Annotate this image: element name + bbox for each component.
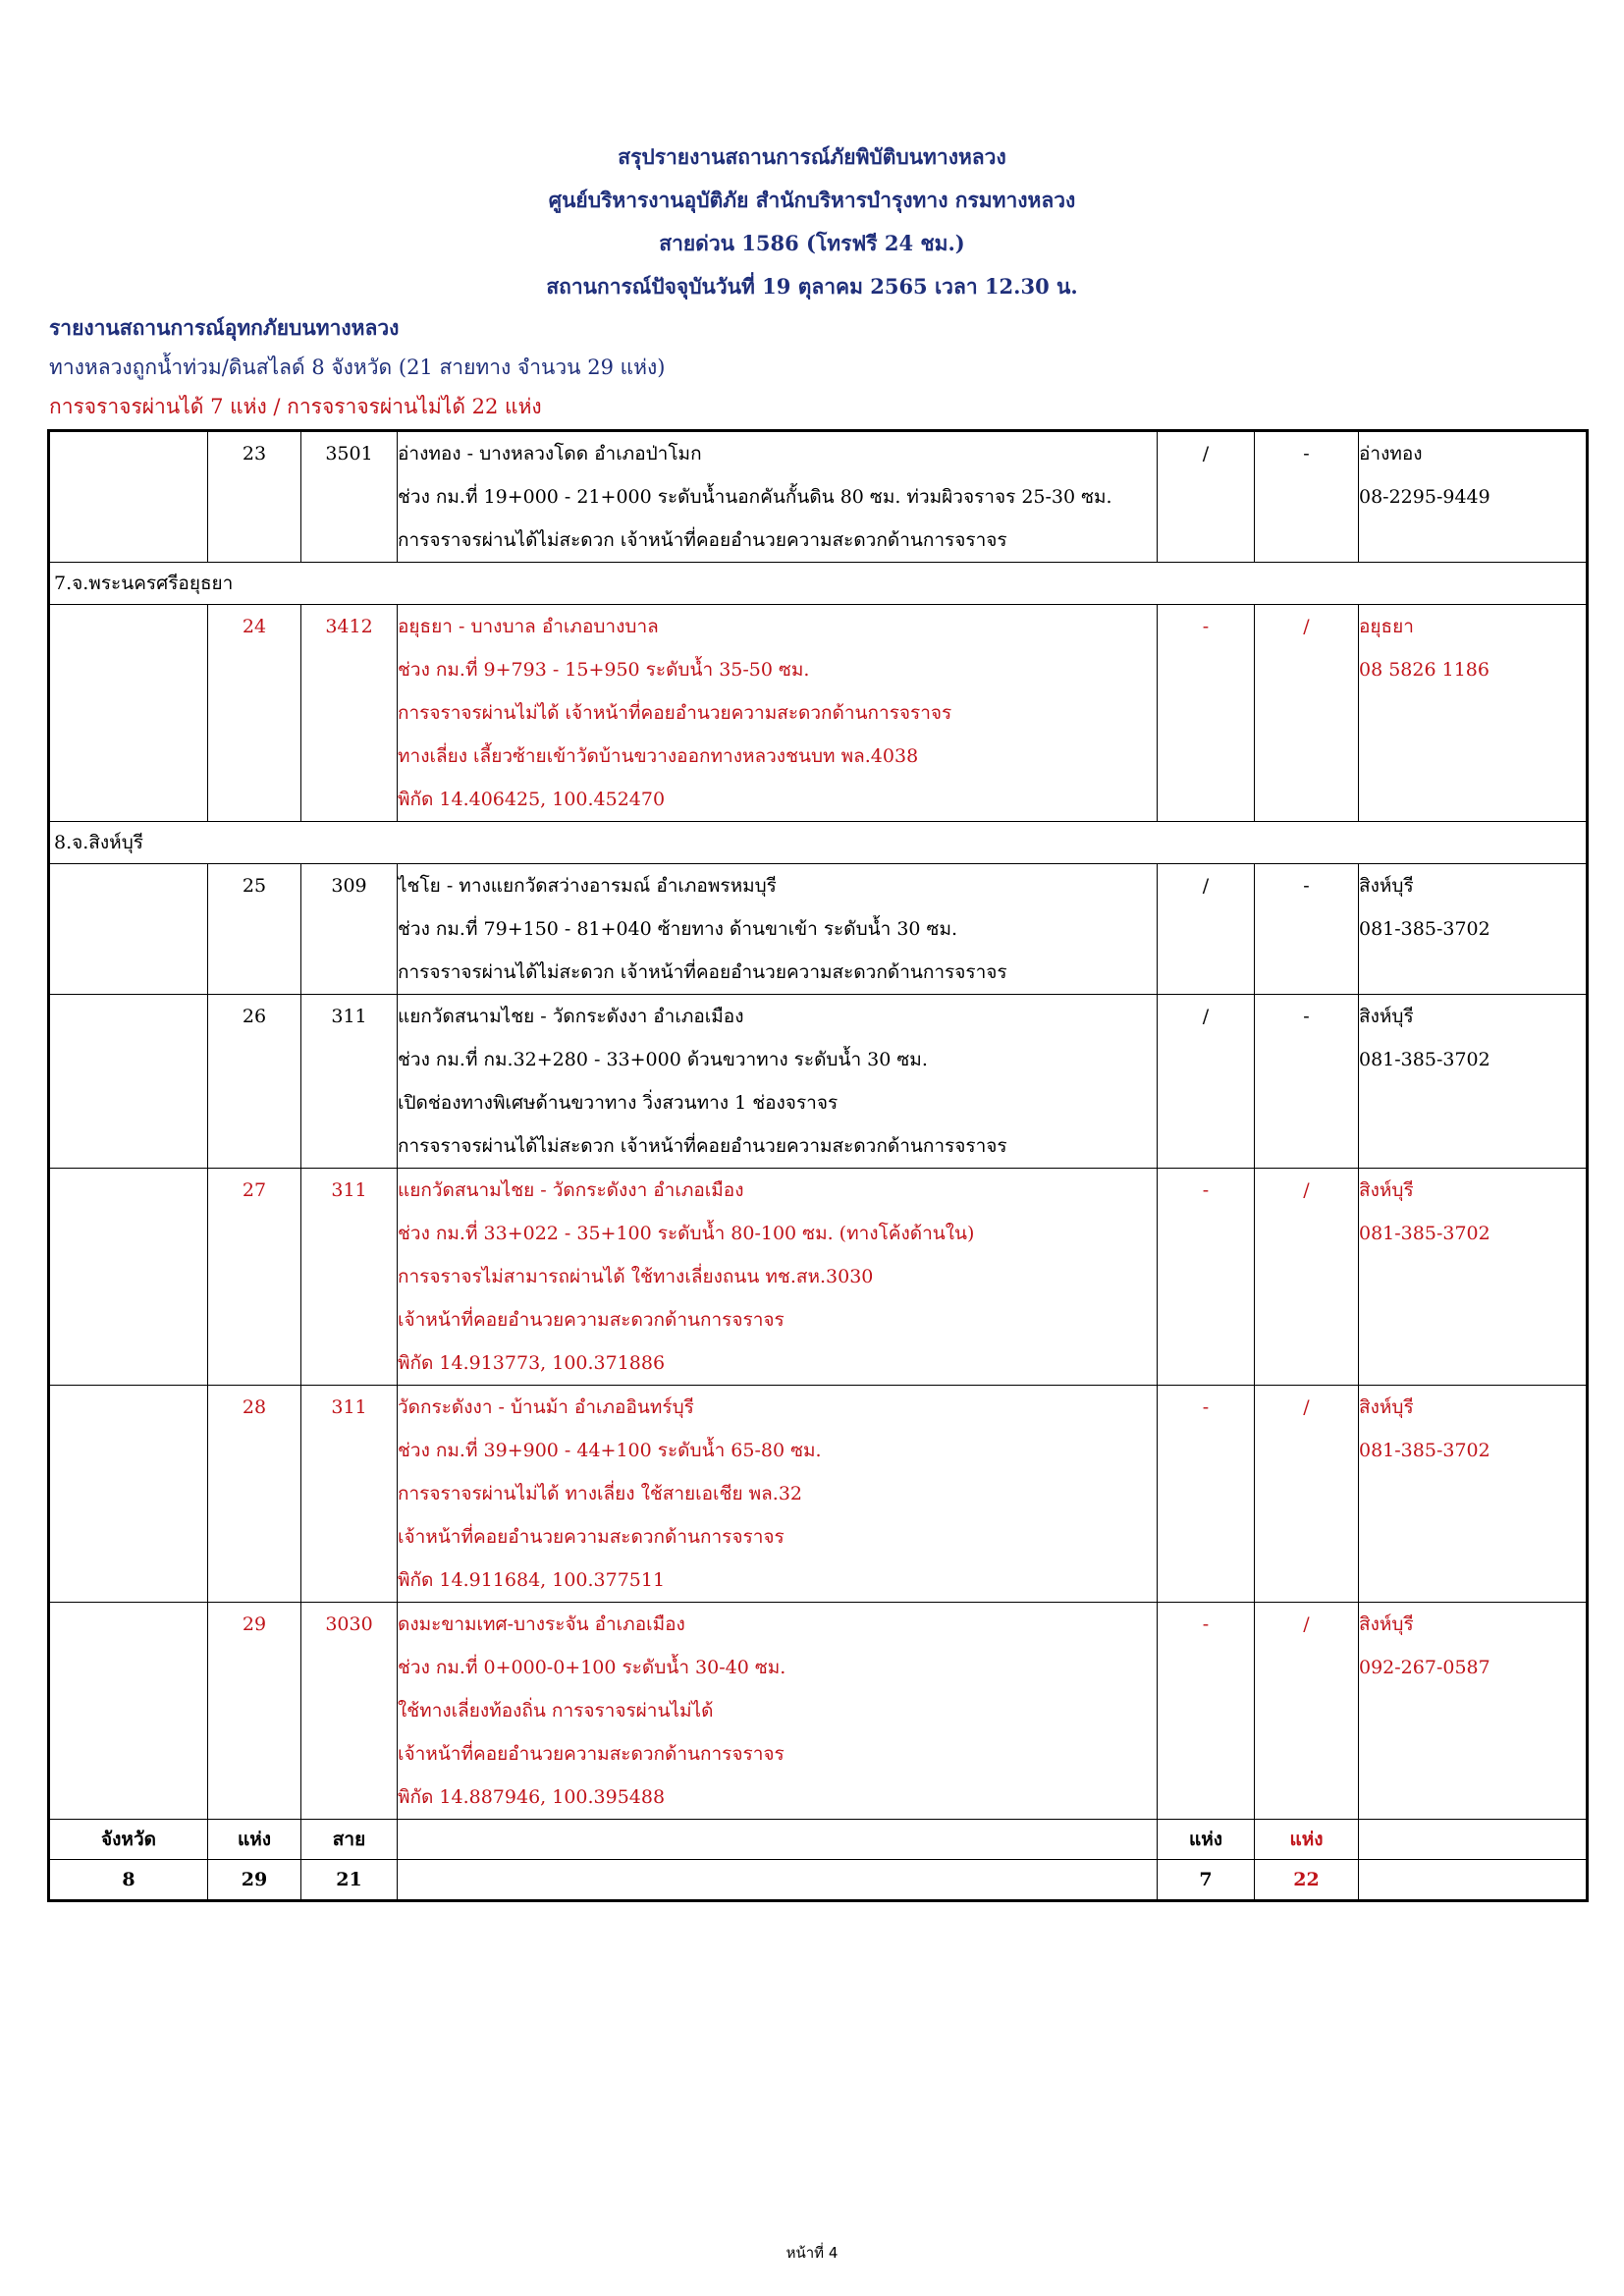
location-details-line: เจ้าหน้าที่คอยอำนวยความสะดวกด้านการจราจร (398, 1309, 785, 1331)
impassable-mark-line: / (1303, 616, 1310, 637)
summary-value-places: 29 (208, 1860, 301, 1901)
contact-info-line: 081-385-3702 (1359, 1440, 1490, 1461)
passable-mark-line: / (1202, 1006, 1210, 1027)
contact-info-line: อ่างทอง (1359, 443, 1423, 465)
summary-value-nopass: 22 (1255, 1860, 1359, 1901)
location-details-line: วัดกระดังงา - บ้านม้า อำเภออินทร์บุรี (398, 1396, 694, 1418)
passable-mark (1158, 431, 1255, 563)
impassable-mark (1255, 605, 1359, 822)
empty-cell (49, 1603, 208, 1820)
location-details-line: อยุธยา - บางบาล อำเภอบางบาล (398, 616, 659, 637)
flood-table (47, 429, 1589, 1902)
location-details-line: ช่วง กม.ที่ 19+000 - 21+000 ระดับน้ำนอกคันกั้นดิน 80 ซม. ท่วมผิวจราจร 25-30 ซม. (398, 486, 1112, 508)
hotline: สายด่วน 1586 (โทรฟรี 24 ชม.) (659, 231, 965, 255)
province-header-row (49, 563, 1588, 605)
location-details-line: ช่วง กม.ที่ กม.32+280 - 33+000 ด้วนขวาทาง ระดับน้ำ 30 ซม. (398, 1049, 928, 1070)
location-details-line: ช่วง กม.ที่ 0+000-0+100 ระดับน้ำ 30-40 ซม. (398, 1657, 786, 1678)
traffic-summary: การจราจรผ่านได้ 7 แห่ง / การจราจรผ่านไม่ได้ 22 แห่ง (49, 395, 542, 418)
contact-info-line: 081-385-3702 (1359, 1223, 1490, 1244)
contact-info-line: 081-385-3702 (1359, 1049, 1490, 1070)
location-details (398, 1169, 1158, 1386)
empty-cell (49, 1169, 208, 1386)
item-number (208, 995, 301, 1169)
contact-info (1359, 431, 1588, 563)
item-number-line: 28 (242, 1396, 267, 1418)
contact-info-line: สิงห์บุรี (1359, 1613, 1414, 1635)
table-row (49, 1386, 1588, 1603)
location-details-line: พิกัด 14.911684, 100.377511 (398, 1569, 666, 1591)
report-header (0, 136, 1624, 308)
location-details-line: การจราจรผ่านไม่ได้ ทางเลี่ยง ใช้สายเอเชีย พล.32 (398, 1483, 803, 1504)
report-datetime: สถานการณ์ปัจจุบันวันที่ 19 ตุลาคม 2565 เวลา 12.30 น. (546, 274, 1078, 299)
empty-cell (49, 995, 208, 1169)
contact-info (1359, 1169, 1588, 1386)
item-number-line: 29 (242, 1613, 267, 1635)
route-number (301, 1603, 398, 1820)
location-details-line: แยกวัดสนามไชย - วัดกระดังงา อำเภอเมือง (398, 1006, 744, 1027)
passable-mark-line: - (1202, 1613, 1210, 1635)
impassable-mark-line: / (1303, 1179, 1310, 1201)
summary-label-row (49, 1820, 1588, 1860)
impassable-mark-line: / (1303, 1396, 1310, 1418)
passable-mark-line: / (1202, 875, 1210, 897)
contact-info-line: สิงห์บุรี (1359, 875, 1414, 897)
item-number (208, 1603, 301, 1820)
location-details-line: ไชโย - ทางแยกวัดสว่างอารมณ์ อำเภอพรหมบุรี (398, 875, 777, 897)
location-details (398, 1386, 1158, 1603)
passable-mark-line: / (1202, 443, 1210, 465)
impassable-mark-line: - (1303, 1006, 1310, 1027)
item-number (208, 1386, 301, 1603)
location-details-line: ทางเลี่ยง เลี้ยวซ้ายเข้าวัดบ้านขวางออกทางหลวงชนบท พล.4038 (398, 745, 919, 767)
province-header: 8.จ.สิงห์บุรี (49, 822, 1588, 864)
contact-info (1359, 864, 1588, 995)
passable-mark-line: - (1202, 1396, 1210, 1418)
summary-value-pass: 7 (1158, 1860, 1255, 1901)
item-number-line: 27 (242, 1179, 267, 1201)
item-number (208, 431, 301, 563)
impassable-mark (1255, 1603, 1359, 1820)
contact-info-line: อยุธยา (1359, 616, 1414, 637)
impassable-mark (1255, 1386, 1359, 1603)
summary-label-places: แห่ง (208, 1820, 301, 1860)
passable-mark-line: - (1202, 1179, 1210, 1201)
contact-info-line: 081-385-3702 (1359, 918, 1490, 940)
summary-label-routes: สาย (301, 1820, 398, 1860)
report-agency: ศูนย์บริหารงานอุบัติภัย สำนักบริหารบำรุงทาง กรมทางหลวง (548, 188, 1076, 212)
contact-info-line: 08 5826 1186 (1359, 659, 1489, 681)
location-details-line: แยกวัดสนามไชย - วัดกระดังงา อำเภอเมือง (398, 1179, 744, 1201)
summary-label-provinces: จังหวัด (49, 1820, 208, 1860)
passable-mark (1158, 1603, 1255, 1820)
passable-mark-line: - (1202, 616, 1210, 637)
item-number (208, 605, 301, 822)
location-details-line: เปิดช่องทางพิเศษด้านขวาทาง วิ่งสวนทาง 1 ช่องจราจร (398, 1092, 839, 1114)
contact-info-line: 092-267-0587 (1359, 1657, 1490, 1678)
table-row (49, 864, 1588, 995)
route-number-line: 3501 (325, 443, 373, 465)
route-number-line: 3030 (325, 1613, 373, 1635)
table-row (49, 995, 1588, 1169)
impassable-mark-line: / (1303, 1613, 1310, 1635)
location-details-line: ช่วง กม.ที่ 9+793 - 15+950 ระดับน้ำ 35-50 ซม. (398, 659, 810, 681)
location-details-line: การจราจรผ่านได้ไม่สะดวก เจ้าหน้าที่คอยอำนวยความสะดวกด้านการจราจร (398, 961, 1007, 983)
route-number-line: 311 (331, 1006, 367, 1027)
table-row (49, 1169, 1588, 1386)
province-header-row (49, 822, 1588, 864)
summary-section (49, 1820, 1588, 1901)
flood-table-body (49, 431, 1588, 1820)
table-row (49, 1603, 1588, 1820)
passable-mark (1158, 605, 1255, 822)
contact-info-line: สิงห์บุรี (1359, 1179, 1414, 1201)
location-details-line: การจราจรไม่สามารถผ่านได้ ใช้ทางเลี่ยงถนน ทช.สห.3030 (398, 1266, 874, 1287)
route-number-line: 311 (331, 1179, 367, 1201)
route-number (301, 864, 398, 995)
location-details-line: พิกัด 14.913773, 100.371886 (398, 1352, 666, 1374)
location-details-line: การจราจรผ่านได้ไม่สะดวก เจ้าหน้าที่คอยอำนวยความสะดวกด้านการจราจร (398, 529, 1007, 551)
table-row (49, 431, 1588, 563)
contact-info (1359, 1386, 1588, 1603)
passable-mark (1158, 864, 1255, 995)
location-details-line: เจ้าหน้าที่คอยอำนวยความสะดวกด้านการจราจร (398, 1526, 785, 1548)
page-number: หน้าที่ 4 (785, 2244, 839, 2262)
route-number-line: 3412 (325, 616, 373, 637)
contact-info (1359, 1603, 1588, 1820)
impassable-mark (1255, 995, 1359, 1169)
impassable-mark (1255, 431, 1359, 563)
empty-cell (49, 431, 208, 563)
contact-info-line: สิงห์บุรี (1359, 1396, 1414, 1418)
report-subtitle: รายงานสถานการณ์อุทกภัยบนทางหลวง (49, 315, 400, 340)
contact-info (1359, 995, 1588, 1169)
summary-empty (398, 1820, 1158, 1860)
province-header: 7.จ.พระนครศรีอยุธยา (49, 563, 1588, 605)
item-number-line: 25 (242, 875, 267, 897)
impassable-mark-line: - (1303, 443, 1310, 465)
passable-mark (1158, 1169, 1255, 1386)
summary-label-nopass: แห่ง (1255, 1820, 1359, 1860)
summary-value-routes: 21 (301, 1860, 398, 1901)
summary-value-row (49, 1860, 1588, 1901)
location-details (398, 864, 1158, 995)
route-number (301, 1169, 398, 1386)
summary-value-provinces: 8 (49, 1860, 208, 1901)
location-details-line: ช่วง กม.ที่ 79+150 - 81+040 ซ้ายทาง ด้านขาเข้า ระดับน้ำ 30 ซม. (398, 918, 958, 940)
empty-cell (49, 605, 208, 822)
location-details-line: พิกัด 14.406425, 100.452470 (398, 789, 666, 810)
item-number-line: 24 (242, 616, 267, 637)
contact-info-line: 08-2295-9449 (1359, 486, 1490, 508)
location-details-line: ช่วง กม.ที่ 39+900 - 44+100 ระดับน้ำ 65-80 ซม. (398, 1440, 822, 1461)
empty-cell (49, 864, 208, 995)
impassable-mark (1255, 1169, 1359, 1386)
route-number (301, 1386, 398, 1603)
impassable-mark (1255, 864, 1359, 995)
passable-mark (1158, 995, 1255, 1169)
route-number (301, 605, 398, 822)
contact-info (1359, 605, 1588, 822)
route-number-line: 311 (331, 1396, 367, 1418)
location-details (398, 995, 1158, 1169)
summary-label-pass: แห่ง (1158, 1820, 1255, 1860)
impassable-mark-line: - (1303, 875, 1310, 897)
location-details (398, 1603, 1158, 1820)
location-details-line: ใช้ทางเลี่ยงท้องถิ่น การจราจรผ่านไม่ได้ (398, 1700, 714, 1722)
item-number-line: 23 (242, 443, 267, 465)
summary-empty (1359, 1820, 1588, 1860)
summary-empty (1359, 1860, 1588, 1901)
route-number-line: 309 (331, 875, 367, 897)
item-number (208, 864, 301, 995)
route-number (301, 995, 398, 1169)
location-details-line: การจราจรผ่านได้ไม่สะดวก เจ้าหน้าที่คอยอำนวยความสะดวกด้านการจราจร (398, 1135, 1007, 1157)
empty-cell (49, 1386, 208, 1603)
location-details-line: ดงมะขามเทศ-บางระจัน อำเภอเมือง (398, 1613, 685, 1635)
flood-summary: ทางหลวงถูกน้ำท่วม/ดินสไลด์ 8 จังหวัด (21 สายทาง จำนวน 29 แห่ง) (49, 355, 666, 379)
contact-info-line: สิงห์บุรี (1359, 1006, 1414, 1027)
item-number (208, 1169, 301, 1386)
table-row (49, 605, 1588, 822)
passable-mark (1158, 1386, 1255, 1603)
route-number (301, 431, 398, 563)
report-title: สรุปรายงานสถานการณ์ภัยพิบัติบนทางหลวง (618, 144, 1006, 169)
location-details (398, 431, 1158, 563)
location-details-line: เจ้าหน้าที่คอยอำนวยความสะดวกด้านการจราจร (398, 1743, 785, 1765)
summary-empty (398, 1860, 1158, 1901)
location-details-line: อ่างทอง - บางหลวงโดด อำเภอป่าโมก (398, 443, 702, 465)
location-details-line: การจราจรผ่านไม่ได้ เจ้าหน้าที่คอยอำนวยความสะดวกด้านการจราจร (398, 702, 952, 724)
location-details (398, 605, 1158, 822)
location-details-line: พิกัด 14.887946, 100.395488 (398, 1786, 666, 1808)
location-details-line: ช่วง กม.ที่ 33+022 - 35+100 ระดับน้ำ 80-100 ซม. (ทางโค้งด้านใน) (398, 1223, 975, 1244)
item-number-line: 26 (242, 1006, 267, 1027)
